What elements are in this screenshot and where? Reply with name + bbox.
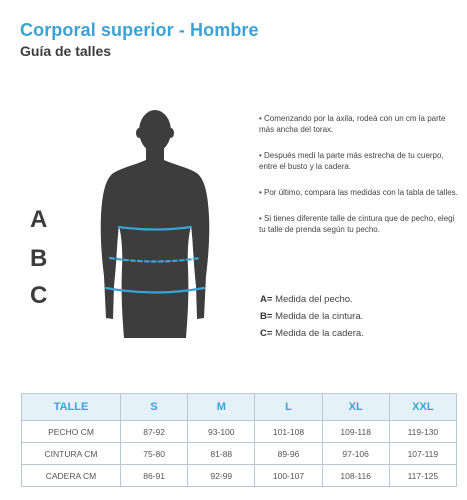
letter-a: A xyxy=(30,206,48,233)
instruction-item: • Si tienes diferente talle de cintura que de pecho, elegi tu talle de prenda según tu pecho. xyxy=(259,214,455,234)
legend-text: Medida de la cintura. xyxy=(275,311,364,322)
measure-legend xyxy=(260,291,364,342)
table-header-cell: TALLE xyxy=(22,394,121,421)
table-cell: 100-107 xyxy=(255,465,322,487)
legend-row-hips xyxy=(260,325,364,342)
table-row xyxy=(22,421,457,443)
table-row xyxy=(22,443,457,465)
letter-b: B xyxy=(30,245,48,272)
page-subtitle: Guía de talles xyxy=(20,43,112,59)
instruction-item: • Comenzando por la axila, rodeá con un cm la parte más ancha del torax. xyxy=(259,114,446,134)
legend-row-waist xyxy=(260,308,364,325)
table-cell: 109-118 xyxy=(322,421,389,443)
body-silhouette xyxy=(101,110,210,338)
table-header-cell: S xyxy=(121,394,188,421)
table-row xyxy=(22,465,457,487)
letter-c: C xyxy=(30,282,48,309)
size-table xyxy=(21,393,457,487)
legend-text: Medida del pecho. xyxy=(275,294,353,305)
page-title: Corporal superior - Hombre xyxy=(20,20,259,40)
table-cell: 108-116 xyxy=(322,465,389,487)
table-cell: 107-119 xyxy=(389,443,456,465)
table-cell: 86-91 xyxy=(121,465,188,487)
body-silhouette-figure xyxy=(80,108,260,338)
table-cell: 93-100 xyxy=(188,421,255,443)
table-cell: 119-130 xyxy=(389,421,456,443)
instruction-item: • Después medí la parte más estrecha de tu cuerpo, entre el busto y la cadera. xyxy=(259,151,444,171)
table-cell: PECHO CM xyxy=(22,421,121,443)
table-header-cell: XXL xyxy=(389,394,456,421)
legend-key: A= xyxy=(260,294,273,305)
table-cell: 75-80 xyxy=(121,443,188,465)
table-cell: 89-96 xyxy=(255,443,322,465)
instructions-list xyxy=(259,113,459,250)
table-cell: 92-99 xyxy=(188,465,255,487)
table-header-row xyxy=(22,394,457,421)
table-cell: 87-92 xyxy=(121,421,188,443)
instruction-item: • Por último, compara las medidas con la tabla de talles. xyxy=(259,188,458,197)
table-cell: 117-125 xyxy=(389,465,456,487)
table-header-cell: XL xyxy=(322,394,389,421)
table-cell: CINTURA CM xyxy=(22,443,121,465)
table-cell: CADERA CM xyxy=(22,465,121,487)
legend-text: Medida de la cadera. xyxy=(275,328,364,339)
table-cell: 101-108 xyxy=(255,421,322,443)
legend-key: B= xyxy=(260,311,273,322)
table-header-cell: L xyxy=(255,394,322,421)
legend-key: C= xyxy=(260,328,273,339)
table-header-cell: M xyxy=(188,394,255,421)
table-cell: 81-88 xyxy=(188,443,255,465)
table-cell: 97-106 xyxy=(322,443,389,465)
legend-row-chest xyxy=(260,291,364,308)
